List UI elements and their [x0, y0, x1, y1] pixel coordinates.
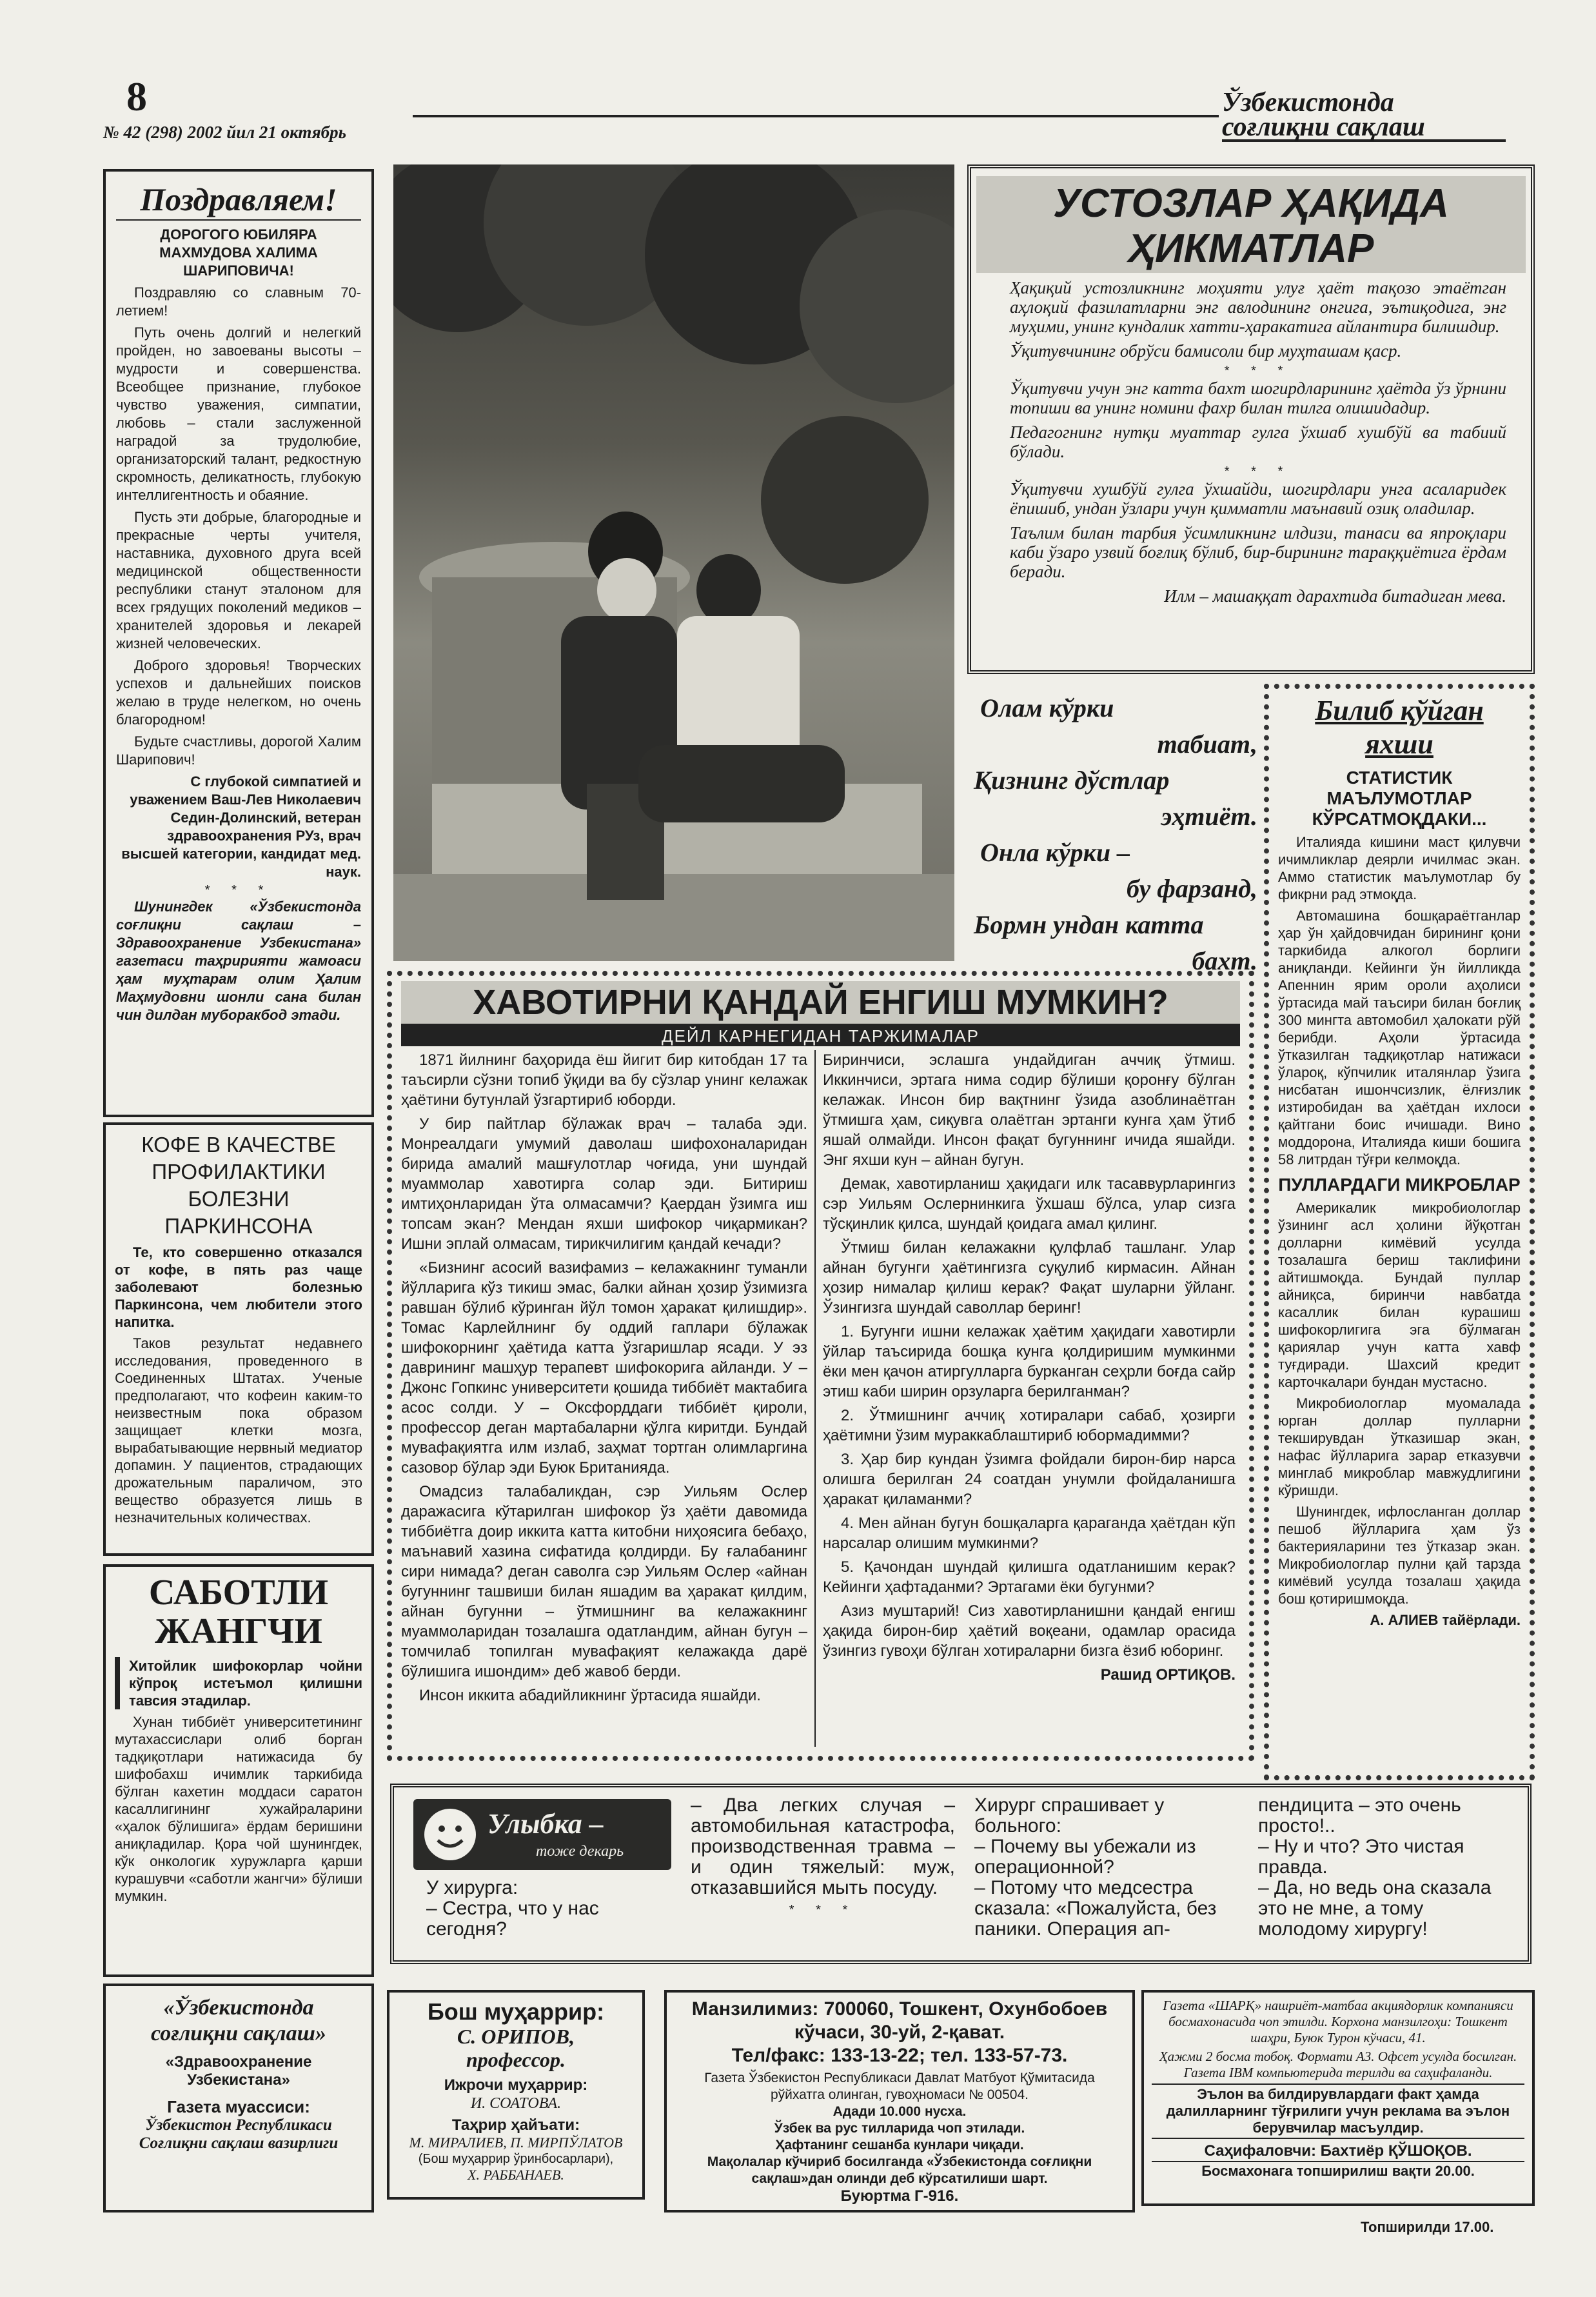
footer-board-names2: Х. РАББАНАЕВ.: [468, 2167, 564, 2183]
fighter-lead: Хитойлик шифокорлар чойни кўпроқ истеъмол қилишни тавсия этадилар.: [115, 1657, 362, 1709]
coffee-body: Таков результат недавнего исследования, проведенного в Соединенных Штатах. Ученые предполагают, что кофеин каким-то неизвестным пока образом защищает клетки мозга, вырабатывающие нервный медиатор допамин. У пациентов, страдающих дрожательным параличом, это вещество образуется лишь в незначительных количествах.: [115, 1335, 362, 1526]
coffee-lead: Те, кто совершенно отказался от кофе, в пять раз чаще заболевают болезнью Паркинсона, чем любители этого напитка.: [115, 1244, 362, 1330]
worry-col2-p8: 5. Қачондан шундай қилишга одатланишим керак? Кейинги ҳафтаданми? Эртагами ёки бугунми?: [823, 1558, 1236, 1596]
footer-order: Буюртма Г-916.: [840, 2187, 959, 2205]
masthead-line1: Ўзбекистонда: [1222, 88, 1394, 117]
fighter-article: [103, 1564, 374, 1977]
teachers-article: [967, 164, 1535, 674]
fighter-body: Хунан тиббиёт университетининг мутахассислари олиб борган тадқиқотлари натижасида бу шифобахш ичимлик таркибида бўлган кахетин моддаси саратон касаллигининг хужайраларини «ҳалок бўлишига» ёрдам беришини аниқладилар. Қора чой шунингдек, кўк онкологик хуружларга қарши курашувчи «саботли жангчи» бўлиши мумкин.: [115, 1714, 362, 1904]
page-number: 8: [126, 74, 147, 119]
teachers-quote-4: Педагогнинг нутқи муаттар гулга ўхшаб хушбўй ва табиий бўлади.: [1010, 423, 1506, 461]
footer-address-box: [664, 1990, 1135, 2212]
worry-article: [387, 971, 1254, 1761]
footer-founder-label: Газета муассиси:: [167, 2097, 310, 2116]
header-rule: [413, 115, 1219, 117]
footer-circulation: Адади 10.000 нусха.: [832, 2104, 967, 2119]
humor-logo: [413, 1799, 671, 1870]
greeting-p2: Путь очень долгий и нелегкий пройден, но завоеваны высоты – мудрости и совершенства. Всеобщее признание, глубокое чувство уважения, симпатии, любовь – стали заслуженной наградой за трудолюбие, организаторский талант, редкостную скромность, деликатность, глубокую интеллигентность и обаяние.: [116, 324, 361, 503]
poem-line-7: Бормн ундан катта: [974, 910, 1204, 939]
worry-col1-p5: Инсон иккита абадийликнинг ўртасида яшайди.: [419, 1687, 761, 1704]
microbe-p3: Шунингдек, ифлосланган доллар пешоб йўлларига ҳам ўз бактерияларини тез ўтказар экан. Микробиологлар пулни қай тарзда кимёвий усулда тозалаш ҳақида бош қотиришмоқда.: [1278, 1504, 1521, 1607]
worry-subtitle: ДЕЙЛ КАРНЕГИДАН ТАРЖИМАЛАР: [401, 1026, 1240, 1046]
footer-editor-name: С. ОРИПОВ,: [457, 2025, 575, 2048]
greeting-subtitle: ДОРОГОГО ЮБИЛЯРА МАХМУДОВА ХАЛИМА ШАРИПОВИЧА!: [159, 226, 318, 279]
poem-line-2: табиат,: [1157, 730, 1257, 759]
humor-col2: [691, 1795, 955, 1918]
footer-paper-ru: «Здравоохранение Узбекистана»: [165, 2053, 312, 2089]
worry-col2-p1: Биринчиси, эслашга ундайдиган аччиқ ўтмиш. Иккинчиси, эртага нима содир бўлиши қоронғу бўлган келажак. Инсон бир вақтнинг ўзида азоблинаётган ўтмишга ҳам, сиқувга олаётган эртанги кунга ҳам ўтиб яшай олмайди. Инсон фақат бугуннинг ичида яшайди. Энг яхши кун – айнан бугун.: [823, 1051, 1236, 1169]
teachers-quote-1: Ҳақиқий устозликнинг моҳияти улуғ ҳаёт тақозо этаётган аҳлоқий фазилатларни энг авлодининг онгига, эътиқодига, энг муҳими, унинг кундалик хатти-ҳаракатига айлантира билишдир.: [1010, 278, 1506, 336]
humor-box: [390, 1784, 1532, 1964]
teachers-quote-7: Илм – машаққат дарахтида битадиган мева.: [1164, 586, 1506, 606]
teachers-quotes: [1010, 278, 1506, 611]
humor-col4: пендицита – это очень просто!.. – Ну и что? Это чистая правда. – Да, но ведь она сказала это не мне, а тому молодому хирургу!: [1258, 1795, 1492, 1940]
worry-col1: [401, 1050, 807, 1709]
worry-col1-p1: 1871 йилнинг баҳорида ёш йигит бир китобдан 17 та таъсирли сўзни топиб ўқиди ва бу сўзлар унинг келажак ҳаётини бутунлай ўзгартириб юборди.: [401, 1051, 807, 1109]
footer-paper-title1: «Ўзбекистонда: [163, 1996, 314, 2020]
footer-phone: Тел/факс: 133-13-22; тел. 133-57-73.: [731, 2045, 1068, 2066]
worry-col2-p7: 4. Мен айнан бугун бошқаларга қараганда ҳаётдан кўп нарсалар олишим мумкинми?: [823, 1515, 1236, 1552]
footer-exec-name: И. СОАТОВА.: [470, 2095, 562, 2112]
worry-col1-p4: Омадсиз талабаликдан, сэр Уильям Ослер даражасига кўтарилган шифокор ўз ҳаёти давомида тиббиётга доир иккита катта китобни ниҳоясига бебаҳо, маънавий хазина сифатида қолдирди. Бу ғалабанинг сири нимада? деган саволга сэр Уильям Ослер «айнан бугуннинг ташвиши билан яшадим ва ҳаракат қилдим, айнан бугунни – ўтмишнинг ва келажакнинг муаммоларидан тозалашга одатландим, айнан бугун – томчилаб топилган мувафақият келажакда дарё бўлишига ишондим» деб жавоб берди.: [401, 1483, 807, 1680]
photo-image: [393, 164, 954, 961]
poem: [974, 684, 1257, 975]
fighter-title: САБОТЛИ ЖАНГЧИ: [148, 1573, 329, 1651]
worry-col1-p3: «Бизнинг асосий вазифамиз – келажакнинг туманли йўлларига кўз тикиш эмас, балки айнан ҳозир ўзимизга равшан бўлиб кўринган йўл томон ҳаракат қилишдир». Томас Карлейлнинг бу оддий гаплари бўлажак шифокорнинг ҳаётида катта ўзгаришлар ясади. У эз даврининг машҳур терапевт шифокорига айланди. У – Джонс Гопкинс университети қошида тиббиёт мактабига асос солди. У – Оксфорддаги тиббиёт қироли, профессор деган мартабаларни қўлга киритди. Бундай мувафақиятга илм излаб, заҳмат тортган олимларгина сазовор бўлар эди Буюк Британияда.: [401, 1259, 807, 1477]
good-to-know-box: [1264, 684, 1535, 1780]
worry-title: ХАВОТИРНИ ҚАНДАЙ ЕНГИШ МУМКИН?: [401, 981, 1240, 1026]
footer-founder: Ўзбекистон Республикаси Соғлиқни сақлаш вазирлиги: [139, 2116, 339, 2152]
footer-deadline: Босмахонага топширилиш вақти 20.00.: [1201, 2163, 1475, 2179]
park-photo: [393, 164, 954, 961]
worry-col2-p3: Ўтмиш билан келажакни қулфлаб ташланг. Улар айнан бугунги ҳаётингизга суқулиб кирмасин. Айнан ҳозир нималар қилиш керак? Фақат шуларни ўйланг. Ўзингизга шундай саволлар беринг!: [823, 1239, 1236, 1317]
poem-line-1: Олам кўрки: [980, 693, 1114, 722]
footer-editor-label: Бош муҳаррир:: [427, 1998, 605, 2025]
greeting-p4: Доброго здоровья! Творческих успехов и дальнейших поисков желаю в труде нелегком, но очень благородном!: [116, 657, 361, 728]
smiley-icon: [421, 1805, 479, 1864]
footer-printing: Газета «ШАРҚ» нашриёт-матбаа акциядорлик компанияси босмахонасида чоп этилди. Корхона манзилгоҳи: Тошкент шаҳри, Буюк Турон кўчаси, 41.: [1163, 1998, 1513, 2045]
footer-board-names: М. МИРАЛИЕВ, П. МИРПЎЛАТОВ: [409, 2134, 623, 2151]
greeting-p3: Пусть эти добрые, благородные и прекрасные черты учителя, наставника, духовного друга всей медицинской общественности республики станут эталоном для всех грядущих поколений медиков – хранителей здоровья и лекарей жизней человеческих.: [116, 509, 361, 651]
footer-format: Ҳажми 2 босма тобоқ. Формати А3. Офсет усулда босилган. Газета IBM компьютерида терилди ва саҳифаланди.: [1159, 2049, 1517, 2080]
footer-address: Манзилимиз: 700060, Тошкент, Охунбобоев кўчаси, 30-уй, 2-қават.: [691, 1998, 1108, 2043]
humor-col1: У хирурга: – Сестра, что у нас сегодня?: [426, 1877, 599, 1940]
humor-logo-text: Улыбка –: [488, 1808, 604, 1840]
teachers-quote-6: Таълим билан тарбия ўсимликнинг илдизи, танаси ва япроқлари каби ўзаро узвий боғлиқ бўлиб, бир-бирининг тараққиётига ёрдам беради.: [1010, 523, 1506, 581]
humor-logo-sub: тоже декарь: [536, 1843, 624, 1860]
footer-editor-box: [387, 1990, 645, 2200]
coffee-title: КОФЕ В КАЧЕСТВЕ ПРОФИЛАКТИКИ БОЛЕЗНИ ПАРКИНСОНА: [141, 1133, 336, 1238]
poem-line-3: Қизнинг дўстлар: [974, 766, 1170, 795]
worry-col-divider: [814, 1050, 816, 1747]
worry-col2: [823, 1050, 1236, 1689]
microbe-title: ПУЛЛАРДАГИ МИКРОБЛАР: [1278, 1175, 1521, 1195]
humor-col2-text: – Два легких случая – автомобильная катастрофа, производственная травма – и один тяжелый: муж, отказавшийся мыть посуду.: [691, 1795, 955, 1898]
footer-weekday: Ҳафтанинг сешанба кунлари чиқади.: [775, 2138, 1024, 2153]
poem-line-5: Онла кўрки –: [980, 838, 1130, 867]
teachers-stars-2: * * *: [1224, 464, 1292, 479]
footer-print-box: [1141, 1990, 1535, 2206]
teachers-quote-2: Ўқитувчининг обрўси бамисоли бир муҳташам қаср.: [1010, 341, 1402, 361]
greeting-title: Поздравляем!: [116, 179, 361, 221]
masthead-line2: соғлиқни сақлаш: [1222, 115, 1506, 142]
greeting-editorial: Шунингдек «Ўзбекистонда соғлиқни сақлаш – Здравоохранение Узбекистана» газетаси таҳририяти жамоаси ҳам муҳтарам олим Ҳалим Маҳмудовни шонли сана билан чин дилдан муборакбод этади.: [116, 899, 361, 1023]
greeting-p1: Поздравляю со славным 70-летием!: [116, 284, 361, 319]
footer-submitted: Топширилди 17.00.: [1361, 2219, 1494, 2235]
good-to-know-title-line2: яхши: [1365, 728, 1433, 760]
good-to-know-title-line1: Билиб қўйган: [1315, 695, 1484, 726]
teachers-quote-5: Ўқитувчи хушбўй гулга ўхшайди, шогирдлари унга асаларидек ёпишиб, ундан ўзлари учун қимматли маънавий озиқ оладилар.: [1010, 479, 1506, 518]
microbe-p1: Америкалик микробиологлар ўзининг асл ҳолини йўқотган долларни кимёвий усулда тозалашга бериш таклифини айтишмоқда. Бундай пуллар айниқса, биринчи навбатда касаллик билан курашиш шифокорлигига эга бўлмаган қариялар учун катта хавф туғдиради. Шахсий кредит карточкалари бундан мустасно.: [1278, 1200, 1521, 1390]
worry-col1-p2: У бир пайтлар бўлажак врач – талаба эди. Монреалдаги умумий даволаш шифохоналаридан бирида амалий машғулотлар чоғида, уни шундай муаммолар хавотирга солар эди. Битириш имтиҳонларидан ўта олмасамчи? Қаердан ўзимга иш топсам экан? Мендан яхши шифокор чиқармикан? Ишни эплай олмасам, тирикчилигим қандай кечади?: [401, 1115, 807, 1253]
footer-exec-label: Ижрочи муҳаррир:: [444, 2076, 588, 2094]
footer-paper-box: [103, 1984, 374, 2212]
masthead: [1222, 90, 1506, 142]
footer-languages: Ўзбек ва рус тилларида чоп этилади.: [774, 2121, 1025, 2136]
worry-author: Рашид ОРТИҚОВ.: [1100, 1666, 1236, 1684]
microbe-author: А. АЛИЕВ тайёрлади.: [1370, 1612, 1521, 1628]
teachers-stars-1: * * *: [1224, 364, 1292, 378]
separator-stars: * * *: [204, 883, 273, 897]
poem-line-6: бу фарзанд,: [1127, 874, 1257, 903]
teachers-title: [976, 181, 1526, 272]
stat-p1: Италияда кишини маст қилувчи ичимликлар деярли ичилмас экан. Аммо статистик маълумотлар бу фикрни рад этмоқда.: [1278, 834, 1521, 902]
coffee-article: [103, 1122, 374, 1556]
footer-registration: Газета Ўзбекистон Республикаси Давлат Матбуот Қўмитасида рўйхатга олинган, гувоҳномаси № 00504.: [704, 2071, 1095, 2102]
poem-line-4: эҳтиёт.: [1161, 802, 1257, 831]
footer-board-label: Таҳрир ҳайъати:: [451, 2116, 580, 2134]
teachers-quote-3: Ўқитувчи учун энг катта бахт шогирдларининг ҳаётда ўз ўрнини топиши ва унинг номини фахр билан тилга олишидадир.: [1010, 379, 1506, 417]
poem-line-8: бахт.: [1192, 946, 1257, 975]
footer-reprint-policy: Мақолалар кўчириб босилганда «Ўзбекистонда соғлиқни сақлаш»дан олинди деб кўрсатилиши шарт.: [707, 2154, 1092, 2186]
worry-col2-p9: Азиз муштарий! Сиз хавотирланишни қандай енгиш ҳақида бирон-бир ҳаётий воқеани, одамлар орасида ўзингиз гувоҳи бўлган хотираларни бизга ёзиб юборинг.: [823, 1602, 1236, 1660]
teachers-title-line1: УСТОЗЛАР ҲАҚИДА: [1053, 181, 1449, 226]
humor-col3: Хирург спрашивает у больного: – Почему вы убежали из операционной? – Потому что медсестра сказала: «Пожалуйста, без паники. Операция ап-: [974, 1795, 1217, 1940]
worry-col2-p6: 3. Ҳар бир кундан ўзимга фойдали бирон-бир нарса олишга берилган 24 соатдан унумли фойдаланишга ҳаракат қиламанми?: [823, 1451, 1236, 1508]
worry-col2-p5: 2. Ўтмишнинг аччиқ хотиралари сабаб, ҳозирги ҳаётимни ўзим мураккаблаштириб юбормадимми?: [823, 1407, 1236, 1444]
greeting-article: [103, 169, 374, 1117]
footer-editor-role: профессор.: [466, 2048, 566, 2071]
teachers-title-line2: ҲИКМАТЛАР: [1128, 226, 1374, 271]
footer-layout: Саҳифаловчи: Бахтиёр ҚЎШОҚОВ.: [1152, 2142, 1524, 2162]
humor-stars: * * *: [789, 1903, 857, 1917]
worry-col2-p2: Демак, хавотирланиш ҳақидаги илк тасаввурларингиз сэр Уильям Ослернинкига ўхшаш бўлса, улар сизга тўсқинлик қилса, шундай қоидага амал қилинг.: [823, 1175, 1236, 1233]
worry-col2-p4: 1. Бугунги ишни келажак ҳаётим ҳақидаги хавотирли ўйлар таъсирида бошқа кунга қолдиришим мумкинми ёки мен қачон атиргулларга бурканган сеҳрли боғда сайр этиш каби ширин орзуларга берилганман?: [823, 1323, 1236, 1400]
footer-board-note: (Бош муҳаррир ўринбосарлари),: [418, 2152, 614, 2166]
footer-ads-note: Эълон ва билдирувлардаги факт ҳамда далилларнинг тўғрилиги учун реклама ва эълон берувчилар масъулдир.: [1152, 2083, 1524, 2139]
stat-title: СТАТИСТИК МАЪЛУМОТЛАР КЎРСАТМОҚДАКИ...: [1312, 768, 1487, 829]
greeting-signature: С глубокой симпатией и уважением Ваш-Лев Николаевич Седин-Долинский, ветеран здравоохранения РУз, врач высшей категории, кандидат мед. наук.: [121, 773, 361, 880]
good-to-know-title: [1278, 694, 1521, 761]
footer-paper-title2: соғлиқни сақлаш»: [151, 2022, 326, 2045]
greeting-p5: Будьте счастливы, дорогой Халим Шарипович!: [116, 733, 361, 768]
issue-line: № 42 (298) 2002 йил 21 октябрь: [103, 123, 346, 142]
stat-p2: Автомашина бошқараётганлар ҳар ўн ҳайдовчидан бирининг қони таркибида алкогол борлиги аниқланди. Кейинги ўн йилликда Апеннин ярим ороли аҳолиси ўртасида май таъсири билан боғлиқ 300 мингта автомобил ҳалокати рўй берибди. Аҳоли ўртасида ўтказилган тадқиқотлар натижаси ўлароқ, кўпчилик италянлар ўзига нисбатан ишончсизлик, ёлғизлик изтиробидан ва ҳаётдан ихлоси қайтгани боис ичишади. Вино моддорона, Италияда киши бошига 58 литрдан тўғри келмоқда.: [1278, 908, 1521, 1168]
microbe-p2: Микробиологлар муомалада юрган доллар пулларни текширувдан ўтказишар экан, нафас йўлларига зарар етказувчи минглаб микроблар мавжудлигини кўришди.: [1278, 1395, 1521, 1498]
